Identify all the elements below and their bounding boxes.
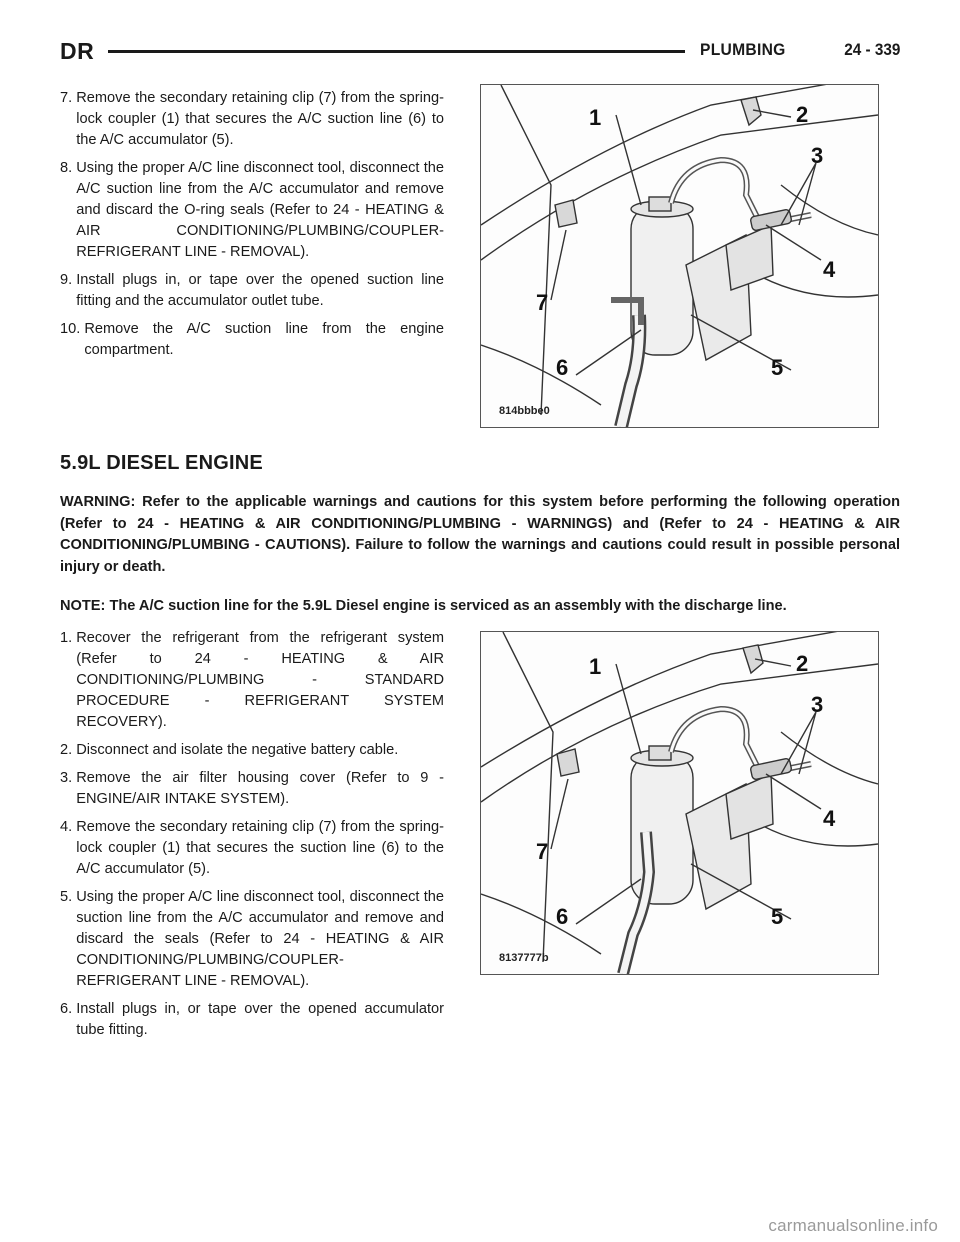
procedure-2 <box>60 628 444 1048</box>
procedure-1-step: 9. Install plugs in, or tape over the opened suction line fitting and the accumulator outlet tube. <box>60 272 444 309</box>
procedure-2-step: 5. Using the proper A/C line disconnect tool, disconnect the suction line from the A/C accumulator and remove and discard the seals (Refer to 24 - HEATING & AIR CONDITIONING/PLUMBING/COUPLER-REFRIGERANT LINE - REMOVAL). <box>60 889 444 989</box>
procedure-2-step: 1. Recover the refrigerant from the refrigerant system (Refer to 24 - HEATING & AIR CONDITIONING/PLUMBING - STANDARD PROCEDURE - REFRIGERANT SYSTEM RECOVERY). <box>60 630 444 730</box>
figure-1-illustration <box>481 85 878 427</box>
procedure-1 <box>60 88 444 368</box>
note-text: NOTE: The A/C suction line for the 5.9L Diesel engine is serviced as an assembly with the discharge line. <box>60 598 787 614</box>
procedure-1-step: 8. Using the proper A/C line disconnect tool, disconnect the A/C suction line from the A/C accumulator and remove and discard the O-ring seals (Refer to 24 - HEATING & AIR CONDITIONING/PLUMBING/COUPLER-REFRIGERANT LINE - REMOVAL). <box>60 160 444 260</box>
figure-1-callout: 6 <box>556 355 569 380</box>
figure-1-callout: 1 <box>589 105 602 130</box>
figure-suction-line-diesel <box>480 631 879 975</box>
manual-code: DR <box>60 38 95 64</box>
figure-2-callout: 1 <box>589 654 602 679</box>
procedure-2-step: 4. Remove the secondary retaining clip (7) from the spring-lock coupler (1) that secures the suction line (6) to the A/C accumulator (5). <box>60 819 444 877</box>
procedure-2-step: 2. Disconnect and isolate the negative battery cable. <box>60 742 399 758</box>
procedure-2-step: 3. Remove the air filter housing cover (Refer to 9 - ENGINE/AIR INTAKE SYSTEM). <box>60 770 444 807</box>
procedure-1-step: 7. Remove the secondary retaining clip (7) from the spring-lock coupler (1) that secures the A/C suction line (6) to the A/C accumulator (5). <box>60 90 444 148</box>
figure-2-callout: 5 <box>771 904 784 929</box>
figure-1-callout: 3 <box>811 143 824 168</box>
page-header <box>60 38 900 68</box>
section-heading: 5.9L DIESEL ENGINE <box>60 452 263 474</box>
procedure-1-step: 10. Remove the A/C suction line from the engine compartment. <box>60 321 444 358</box>
figure-2-id: 8137777b <box>499 952 549 964</box>
page-number: 24 - 339 <box>843 40 900 59</box>
figure-2-callout: 2 <box>796 651 809 676</box>
figure-1-callout: 7 <box>536 290 549 315</box>
figure-1-callout: 2 <box>796 102 809 127</box>
warning-text: WARNING: Refer to the applicable warnings and cautions for this system before performing the following operation (Refer to 24 - HEATING & AIR CONDITIONING/PLUMBING - WARNINGS) and (Refer to 24 - HEATING & AIR CONDITIONING/PLUMBING - CAUTIONS). Failure to follow the warnings and cautions could result in possible personal injury or death. <box>60 494 900 575</box>
figure-2-callout: 4 <box>823 806 836 831</box>
figure-suction-line-gas <box>480 84 879 428</box>
figure-2-illustration <box>481 632 878 974</box>
procedure-2-step: 6. Install plugs in, or tape over the opened accumulator tube fitting. <box>60 1001 444 1038</box>
figure-1-callout: 5 <box>771 355 784 380</box>
watermark: carmanualsonline.info <box>768 1216 938 1235</box>
figure-2-callout: 7 <box>536 839 549 864</box>
figure-1-callout: 4 <box>823 257 836 282</box>
figure-2-callout: 6 <box>556 904 569 929</box>
figure-2-callout: 3 <box>811 692 824 717</box>
header-rule <box>108 50 685 53</box>
figure-1-id: 814bbbe0 <box>499 405 550 417</box>
section-title: PLUMBING <box>700 40 786 59</box>
